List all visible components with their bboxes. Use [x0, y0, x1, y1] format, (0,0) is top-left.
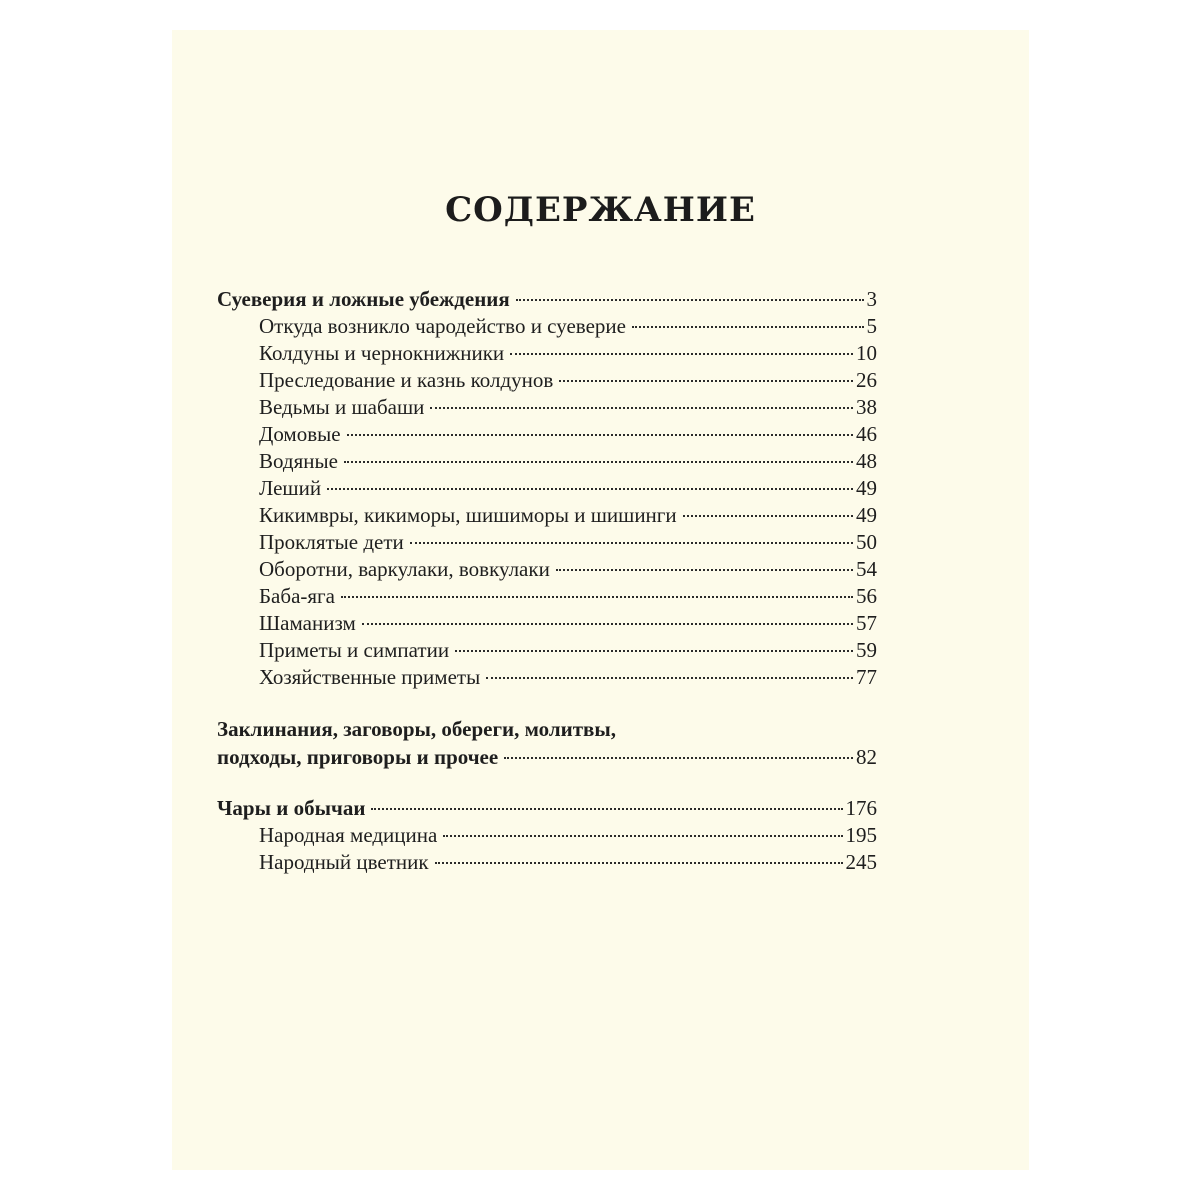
dot-leader: [435, 862, 843, 864]
toc-entry: [217, 367, 877, 394]
toc-page-number: 176: [845, 796, 877, 820]
toc-entry: [217, 529, 877, 556]
toc-entry-label: Колдуны и чернокнижники: [259, 341, 505, 365]
toc-entry-label: Кикимвры, кикиморы, шишиморы и шишинги: [259, 503, 677, 527]
toc-entry-label: Хозяйственные приметы: [259, 665, 481, 689]
page-title: СОДЕРЖАНИЕ: [445, 190, 756, 230]
toc-entry: [217, 475, 877, 502]
toc-entry-label: Шаманизм: [259, 611, 356, 635]
toc-entry-label: Чары и обычаи: [217, 796, 366, 820]
toc-entry-label: Суеверия и ложные убеждения: [217, 287, 510, 311]
toc-page-number: 50: [856, 530, 877, 554]
toc-page-number: 195: [845, 823, 877, 847]
toc-entry: [217, 664, 877, 691]
toc-entry-label: Приметы и симпатии: [259, 638, 450, 662]
toc-entry: [217, 849, 877, 876]
dot-leader: [362, 623, 853, 625]
toc-entry: [217, 502, 877, 529]
toc-page-number: 38: [856, 395, 877, 419]
toc-entry: [217, 822, 877, 849]
toc-entry-label: Откуда возникло чародейство и суеверие: [259, 314, 626, 338]
toc-page-number: 245: [845, 850, 877, 874]
dot-leader: [510, 353, 853, 355]
toc-page-number: 26: [856, 368, 877, 392]
toc-page-number: 82: [856, 745, 877, 769]
dot-leader: [504, 757, 853, 759]
toc-page-number: 10: [856, 341, 877, 365]
toc-page-number: 77: [856, 665, 877, 689]
toc-entry-label: Водяные: [259, 449, 338, 473]
toc-entry: [217, 583, 877, 610]
dot-leader: [559, 380, 853, 382]
toc-page-number: 54: [856, 557, 877, 581]
dot-leader: [327, 488, 853, 490]
toc-entry: [217, 448, 877, 475]
dot-leader: [632, 326, 864, 328]
toc-entry: [217, 556, 877, 583]
dot-leader: [341, 596, 853, 598]
toc-page-number: 59: [856, 638, 877, 662]
dot-leader: [410, 542, 853, 544]
toc-entry-label: Баба-яга: [259, 584, 335, 608]
toc-page-number: 5: [866, 314, 877, 338]
toc-section-spells-line2: [217, 743, 877, 771]
toc-entry: [217, 313, 877, 340]
toc-entry-label: Оборотни, варкулаки, вовкулаки: [259, 557, 550, 581]
dot-leader: [443, 835, 842, 837]
toc-entry-label: Домовые: [259, 422, 341, 446]
toc-page-number: 57: [856, 611, 877, 635]
dot-leader: [371, 808, 842, 810]
dot-leader: [430, 407, 853, 409]
book-page: [172, 30, 1029, 1170]
toc-section-charms: [217, 795, 877, 822]
toc-entry-label: подходы, приговоры и прочее: [217, 745, 499, 769]
toc-page-number: 3: [866, 287, 877, 311]
dot-leader: [683, 515, 853, 517]
toc-section-superstitions: [217, 286, 877, 313]
toc-entry-label: Проклятые дети: [259, 530, 404, 554]
toc-page-number: 56: [856, 584, 877, 608]
toc-entry: [217, 610, 877, 637]
dot-leader: [347, 434, 853, 436]
toc-page-number: 46: [856, 422, 877, 446]
dot-leader: [486, 677, 853, 679]
dot-leader: [344, 461, 853, 463]
toc-entry-label: Преследование и казнь колдунов: [259, 368, 554, 392]
table-of-contents: [217, 286, 877, 876]
toc-section-spells-line1: [217, 715, 877, 743]
dot-leader: [516, 299, 864, 301]
dot-leader: [455, 650, 853, 652]
toc-page-number: 49: [856, 476, 877, 500]
toc-entry-label: Леший: [259, 476, 322, 500]
toc-entry: [217, 421, 877, 448]
toc-entry-label: Ведьмы и шабаши: [259, 395, 425, 419]
toc-entry: [217, 637, 877, 664]
toc-entry-label: Народная медицина: [259, 823, 438, 847]
toc-entry: [217, 340, 877, 367]
toc-entry-label: Народный цветник: [259, 850, 429, 874]
toc-page-number: 49: [856, 503, 877, 527]
toc-entry: [217, 394, 877, 421]
toc-entry-label: Заклинания, заговоры, обереги, молитвы,: [217, 717, 617, 741]
dot-leader: [556, 569, 853, 571]
toc-page-number: 48: [856, 449, 877, 473]
